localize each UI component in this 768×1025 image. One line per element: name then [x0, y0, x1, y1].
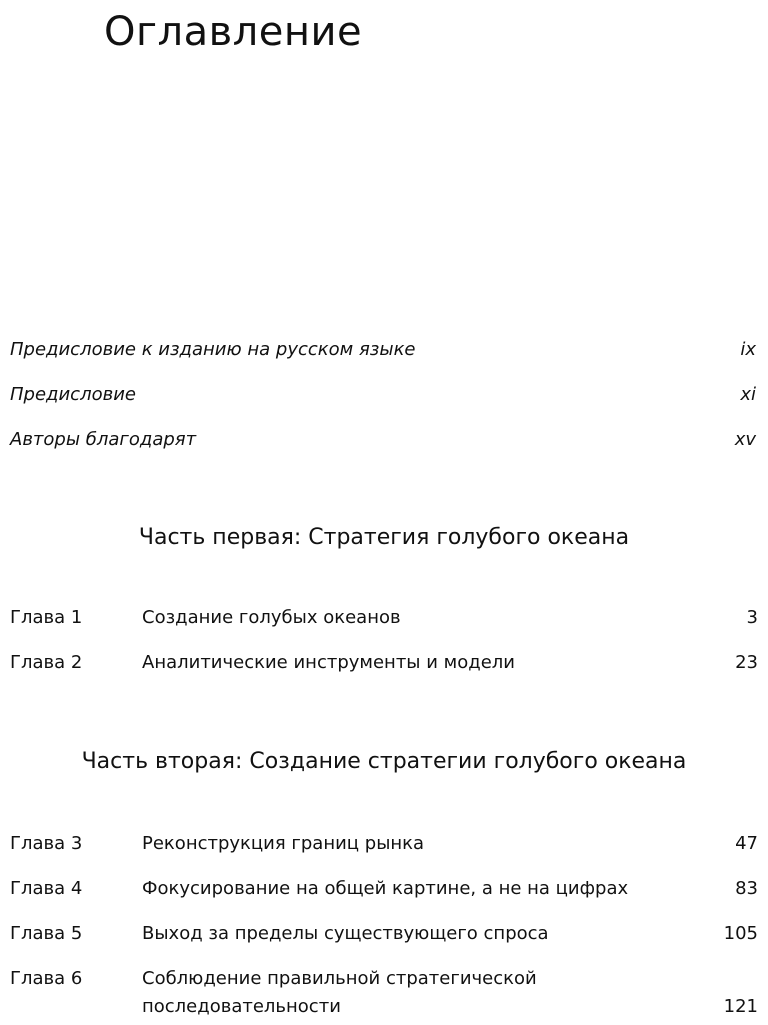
toc-entry-chapter-6[interactable] — [10, 965, 758, 1025]
chapter-page: 23 — [735, 652, 758, 673]
chapter-page: 121 — [723, 996, 758, 1017]
toc-entry-chapter-3[interactable] — [10, 830, 758, 875]
toc-entry-title: Авторы благодарят — [10, 429, 197, 450]
front-matter-list — [10, 336, 756, 471]
chapter-label: Глава 3 — [10, 833, 83, 854]
chapter-page: 47 — [735, 833, 758, 854]
chapter-title: Выход за пределы существующего спроса — [142, 923, 549, 944]
toc-entry-page: xi — [740, 384, 756, 405]
chapter-page: 83 — [735, 878, 758, 899]
chapter-title: Создание голубых океанов — [142, 607, 401, 628]
chapter-title: Фокусирование на общей картине, а не на цифрах — [142, 878, 629, 899]
part-heading-2: Часть вторая: Создание стратегии голубого океана — [81, 749, 687, 774]
chapter-title: Аналитические инструменты и модели — [142, 652, 515, 673]
chapter-list-part-2 — [10, 830, 758, 1025]
chapter-title: Реконструкция границ рынка — [142, 833, 425, 854]
chapter-label: Глава 2 — [10, 652, 83, 673]
toc-entry-acknowledgements[interactable] — [10, 426, 756, 471]
part-heading-1: Часть первая: Стратегия голубого океана — [138, 525, 630, 550]
toc-entry-preface[interactable] — [10, 381, 756, 426]
toc-entry-title: Предисловие — [10, 384, 136, 405]
toc-entry-preface-russian[interactable] — [10, 336, 756, 381]
chapter-list-part-1 — [10, 604, 758, 694]
toc-entry-chapter-5[interactable] — [10, 920, 758, 965]
chapter-label: Глава 6 — [10, 968, 83, 989]
toc-entry-chapter-4[interactable] — [10, 875, 758, 920]
page-title: Оглавление — [104, 9, 363, 55]
chapter-title: Соблюдение правильной стратегической последовательности — [142, 968, 537, 1017]
toc-entry-chapter-1[interactable] — [10, 604, 758, 649]
chapter-label: Глава 4 — [10, 878, 83, 899]
chapter-page: 105 — [723, 923, 758, 944]
chapter-label: Глава 5 — [10, 923, 83, 944]
chapter-label: Глава 1 — [10, 607, 83, 628]
toc-entry-chapter-2[interactable] — [10, 649, 758, 694]
toc-entry-page: xv — [734, 429, 756, 450]
chapter-page: 3 — [746, 607, 758, 628]
toc-entry-page: ix — [740, 339, 756, 360]
toc-entry-title: Предисловие к изданию на русском языке — [10, 339, 416, 360]
